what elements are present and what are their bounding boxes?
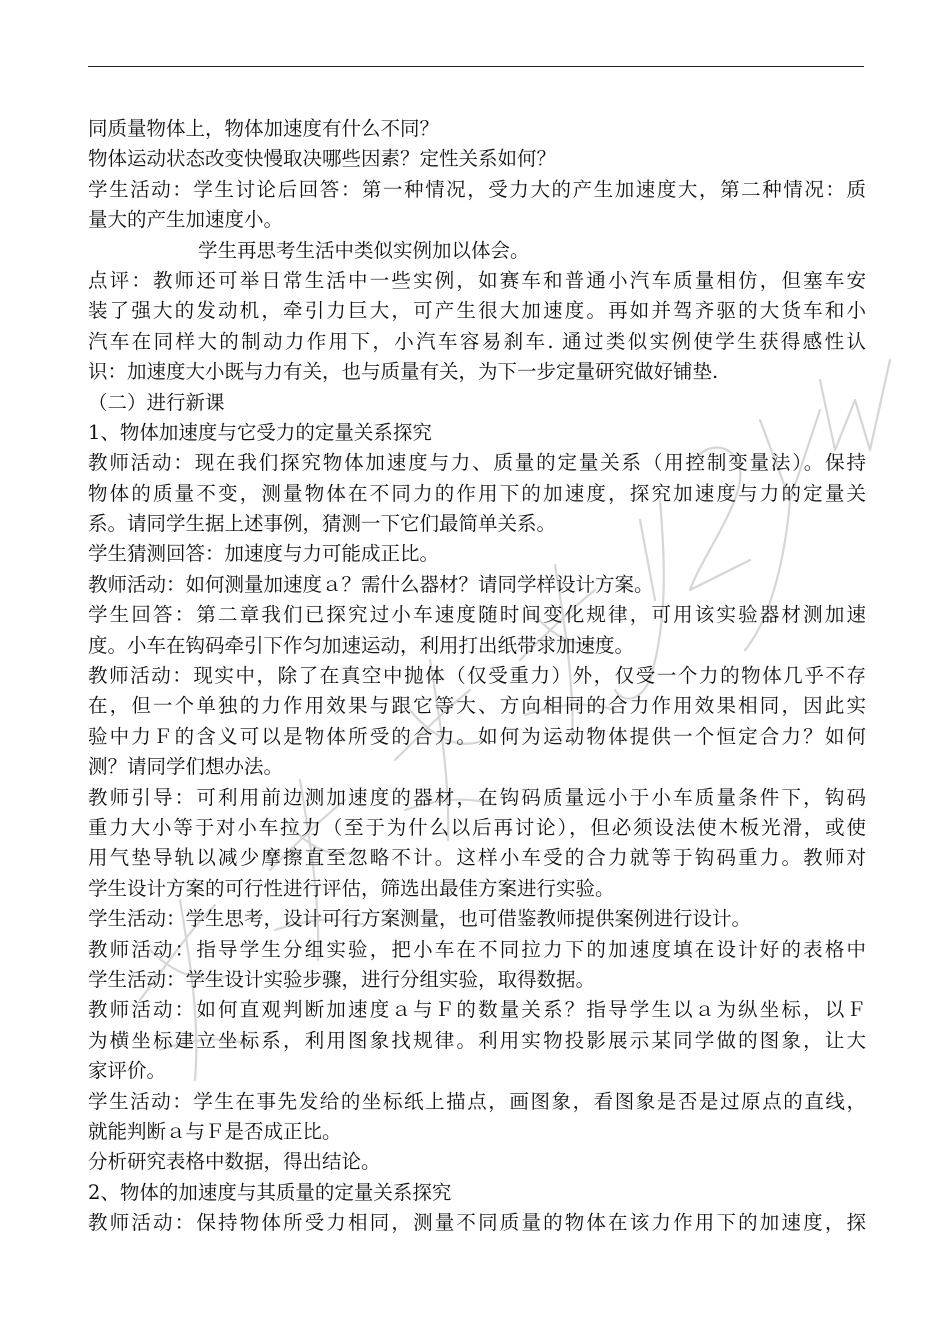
document-body xyxy=(88,114,866,1238)
text-line: 教师活动：保持物体所受力相同，测量不同质量的物体在该力作用下的加速度，探 xyxy=(88,1211,866,1235)
text-line: 学生再思考生活中类似实例加以体会。 xyxy=(198,238,530,262)
text-line: 测？请同学们想办法。 xyxy=(88,755,284,779)
text-line: 学生活动：学生设计实验步骤，进行分组实验，取得数据。 xyxy=(88,967,596,991)
text-line: 同质量物体上，物体加速度有什么不同？ xyxy=(88,117,440,140)
text-line: 验中力Ｆ的含义可以是物体所受的合力。如何为运动物体提供一个恒定合力？如何 xyxy=(88,724,866,748)
text-line: 家评价。 xyxy=(88,1059,167,1083)
text-line: 学生活动：学生在事先发给的坐标纸上描点，画图象，看图象是否是过原点的直线， xyxy=(88,1089,866,1113)
text-line: 学生猜测回答：加速度与力可能成正比。 xyxy=(88,542,440,566)
text-line: 量大的产生加速度小。 xyxy=(88,208,284,232)
text-line: 识：加速度大小既与力有关，也与质量有关，为下一步定量研究做好铺垫. xyxy=(88,360,719,384)
text-line: 为横坐标建立坐标系，利用图象找规律。利用实物投影展示某同学做的图象，让大 xyxy=(88,1028,866,1052)
text-line: 教师活动：现实中，除了在真空中抛体（仅受重力）外，仅受一个力的物体几乎不存 xyxy=(88,664,866,688)
text-line: 学生回答：第二章我们已探究过小车速度随时间变化规律，可用该实验器材测加速 xyxy=(88,603,866,627)
text-line: 物体的质量不变，测量物体在不同力的作用下的加速度，探究加速度与力的定量关 xyxy=(88,481,866,505)
text-line: 学生活动：学生思考，设计可行方案测量，也可借鉴教师提供案例进行设计。 xyxy=(88,907,752,931)
text-line: 教师活动：现在我们探究物体加速度与力、质量的定量关系（用控制变量法）。保持 xyxy=(88,451,866,475)
text-line: 用气垫导轨以减少摩擦直至忽略不计。这样小车受的合力就等于钩码重力。教师对 xyxy=(88,846,866,870)
text-line: 教师活动：如何测量加速度ａ？需什么器材？请同学样设计方案。 xyxy=(88,572,654,596)
text-line: （二）进行新课 xyxy=(88,390,225,414)
text-line: 1、物体加速度与它受力的定量关系探究 xyxy=(88,420,432,444)
text-line: 系。请同学生据上述事例，猜测一下它们最简单关系。 xyxy=(88,512,557,536)
text-line: 教师引导：可利用前边测加速度的器材，在钩码质量远小于小车质量条件下，钩码 xyxy=(88,785,866,809)
text-line: 度。小车在钩码牵引下作匀加速运动，利用打出纸带求加速度。 xyxy=(88,633,635,657)
header-rule xyxy=(88,66,864,67)
text-line: 就能判断ａ与Ｆ是否成正比。 xyxy=(88,1119,342,1143)
text-line: 装了强大的发动机，牵引力巨大，可产生很大加速度。再如并驾齐驱的大货车和小 xyxy=(88,299,866,323)
text-line: 汽车在同样大的制动力作用下，小汽车容易刹车. 通过类似实例使学生获得感性认 xyxy=(88,329,866,353)
text-line: 重力大小等于对小车拉力（至于为什么以后再讨论），但必须设法使木板光滑，或使 xyxy=(88,815,866,839)
text-line: 物体运动状态改变快慢取决哪些因素？定性关系如何？ xyxy=(88,147,557,171)
text-line: 分析研究表格中数据，得出结论。 xyxy=(88,1150,381,1174)
text-line: 2、物体的加速度与其质量的定量关系探究 xyxy=(88,1180,452,1204)
text-line: 学生设计方案的可行性进行评估，筛选出最佳方案进行实验。 xyxy=(88,876,615,900)
text-line: 教师活动：指导学生分组实验，把小车在不同拉力下的加速度填在设计好的表格中 xyxy=(88,937,866,961)
text-line: 学生活动：学生讨论后回答：第一种情况，受力大的产生加速度大，第二种情况：质 xyxy=(88,177,866,201)
text-line: 教师活动：如何直观判断加速度ａ与Ｆ的数量关系？指导学生以ａ为纵坐标，以Ｆ xyxy=(88,998,866,1022)
text-line: 在，但一个单独的力作用效果与跟它等大、方向相同的合力作用效果相同，因此实 xyxy=(88,694,866,718)
text-line: 点评：教师还可举日常生活中一些实例，如赛车和普通小汽车质量相仿，但塞车安 xyxy=(88,268,866,292)
